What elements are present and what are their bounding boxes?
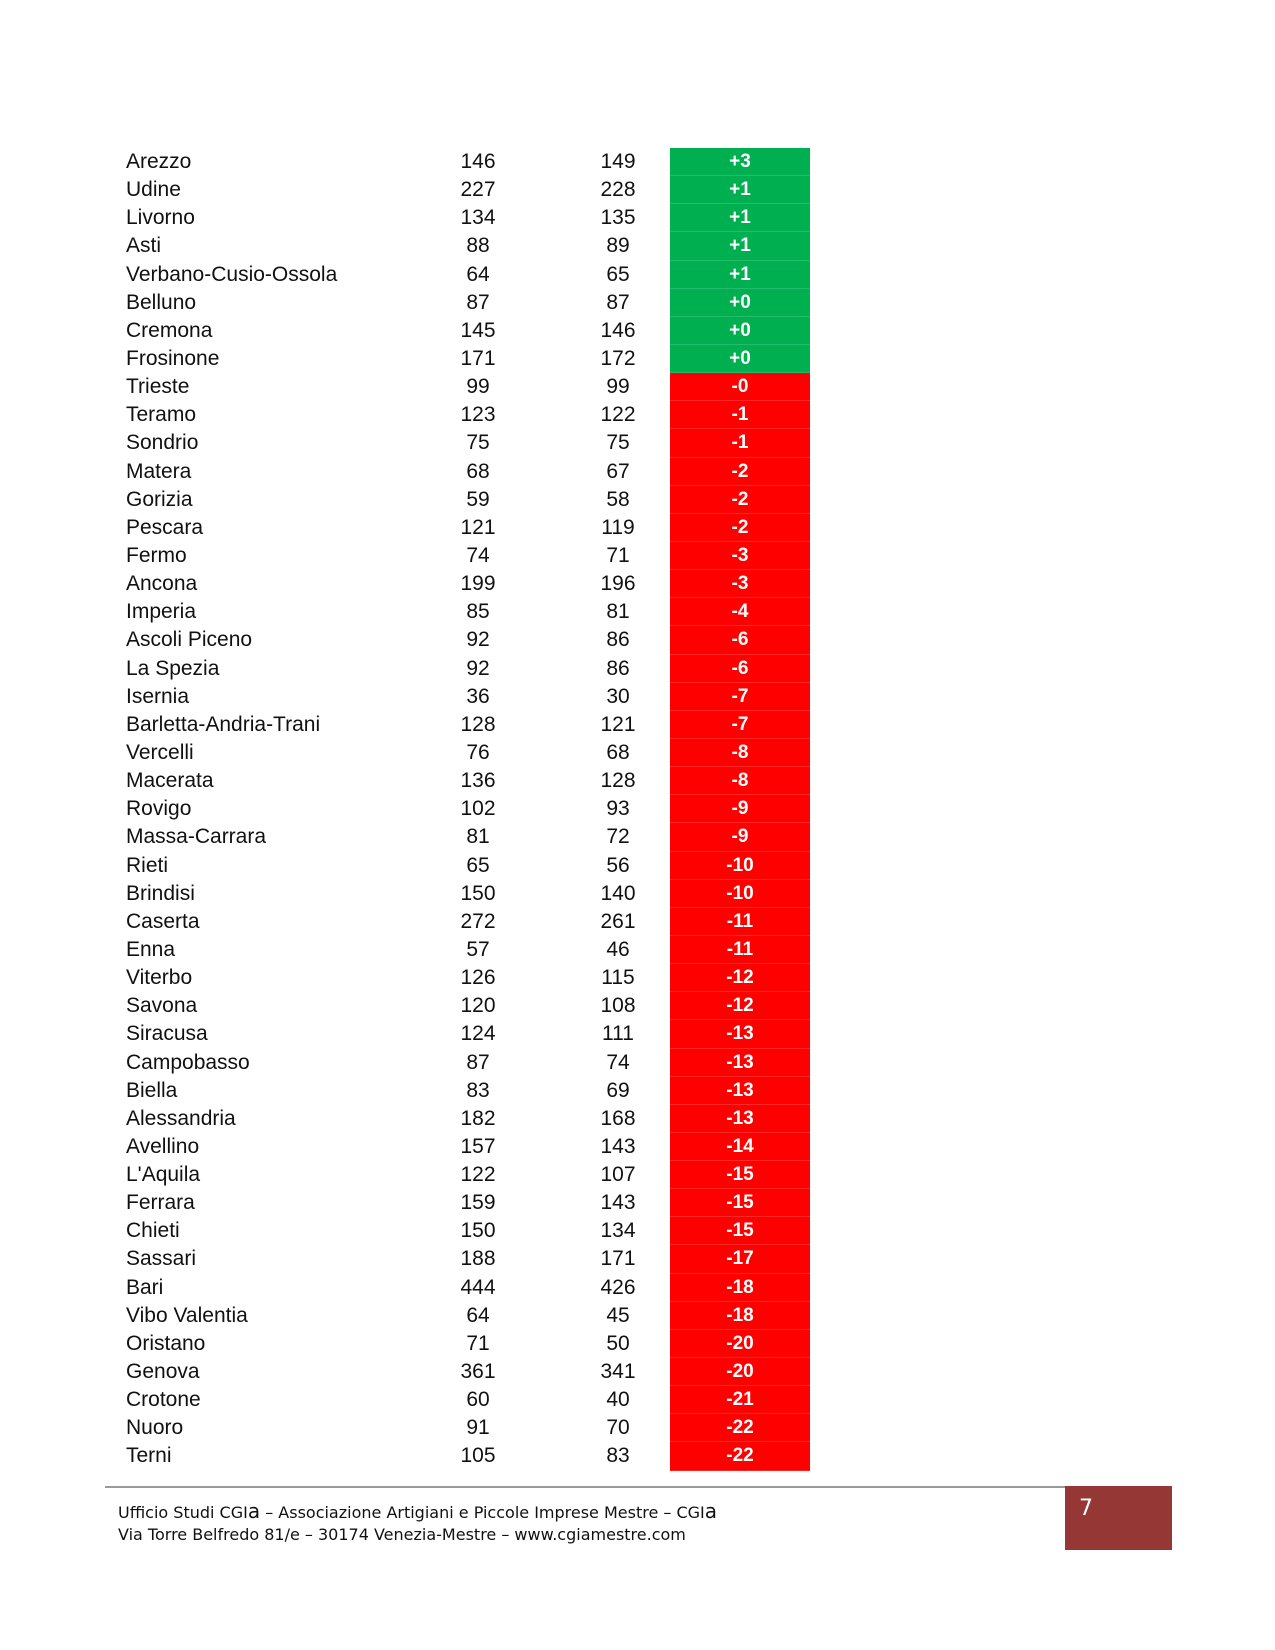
table-row <box>118 486 818 514</box>
difference-cell: -12 <box>670 992 810 1020</box>
table-row <box>118 1217 818 1245</box>
difference-cell: -15 <box>670 1217 810 1245</box>
province-name: Belluno <box>126 290 197 314</box>
value-second: 83 <box>606 1444 630 1468</box>
difference-cell: -15 <box>670 1161 810 1189</box>
table-row <box>118 429 818 457</box>
value-second: 426 <box>600 1275 636 1299</box>
value-second: 99 <box>606 375 630 399</box>
value-first: 36 <box>466 684 490 708</box>
province-name: Isernia <box>126 684 190 708</box>
value-first: 59 <box>466 487 490 511</box>
value-second: 86 <box>606 656 630 680</box>
province-name: Cremona <box>126 318 213 342</box>
value-second: 68 <box>606 740 630 764</box>
difference-cell: -18 <box>670 1302 810 1330</box>
province-name: Nuoro <box>126 1416 184 1440</box>
table-row <box>118 880 818 908</box>
province-name: Ascoli Piceno <box>126 628 253 652</box>
province-name: Vibo Valentia <box>126 1303 248 1327</box>
value-second: 149 <box>600 150 636 173</box>
table-row <box>118 373 818 401</box>
value-second: 71 <box>606 543 630 567</box>
table-row <box>118 1105 818 1133</box>
value-second: 30 <box>606 684 630 708</box>
value-first: 99 <box>466 375 490 399</box>
value-second: 143 <box>600 1191 636 1215</box>
table-row <box>118 683 818 711</box>
value-second: 140 <box>600 881 636 905</box>
province-name: Asti <box>126 234 162 258</box>
value-second: 70 <box>606 1416 630 1440</box>
footer-brand-letter: a <box>247 1499 261 1523</box>
value-second: 46 <box>606 937 630 961</box>
table-row <box>118 795 818 823</box>
difference-cell: -2 <box>670 486 810 514</box>
difference-cell: -13 <box>670 1105 810 1133</box>
difference-cell: -22 <box>670 1442 810 1470</box>
value-first: 83 <box>466 1078 490 1102</box>
table-row <box>118 148 818 176</box>
value-second: 69 <box>606 1078 630 1102</box>
difference-cell: -1 <box>670 401 810 429</box>
value-second: 45 <box>606 1303 630 1327</box>
value-second: 115 <box>601 966 635 990</box>
difference-cell: -11 <box>670 936 810 964</box>
table-row <box>118 514 818 542</box>
difference-cell: -17 <box>670 1245 810 1273</box>
page-number: 7 <box>1079 1496 1093 1521</box>
value-first: 150 <box>460 1219 496 1243</box>
value-first: 65 <box>466 853 490 877</box>
difference-cell: -11 <box>670 908 810 936</box>
value-second: 111 <box>602 1022 634 1046</box>
difference-cell: +3 <box>670 148 810 176</box>
value-first: 136 <box>460 769 496 793</box>
footer-line-1 <box>118 1500 717 1524</box>
value-second: 50 <box>606 1331 630 1355</box>
value-second: 86 <box>606 628 630 652</box>
province-name: Avellino <box>126 1134 200 1158</box>
value-first: 92 <box>466 628 490 652</box>
value-second: 89 <box>606 234 630 258</box>
value-first: 146 <box>460 150 496 173</box>
province-name: Savona <box>126 994 198 1018</box>
value-first: 68 <box>466 459 490 483</box>
province-name: Imperia <box>126 600 197 624</box>
difference-cell: -8 <box>670 767 810 795</box>
difference-cell: +0 <box>670 289 810 317</box>
province-name: Massa-Carrara <box>126 825 267 849</box>
difference-cell: -18 <box>670 1274 810 1302</box>
table-row <box>118 289 818 317</box>
province-name: Terni <box>126 1444 172 1468</box>
footer-line-2: Via Torre Belfredo 81/e – 30174 Venezia-Mestre – www.cgiamestre.com <box>118 1525 686 1544</box>
value-first: 64 <box>466 262 490 286</box>
province-name: Macerata <box>126 769 214 793</box>
province-name: L'Aquila <box>126 1163 201 1187</box>
difference-cell: -4 <box>670 598 810 626</box>
value-first: 87 <box>466 1050 490 1074</box>
value-first: 444 <box>460 1275 496 1299</box>
value-first: 157 <box>460 1134 496 1158</box>
table-row <box>118 1020 818 1048</box>
province-name: Matera <box>126 459 192 483</box>
table-row <box>118 1245 818 1273</box>
province-name: Verbano-Cusio-Ossola <box>126 262 338 286</box>
difference-cell: -15 <box>670 1189 810 1217</box>
province-name: Gorizia <box>126 487 193 511</box>
value-second: 108 <box>600 994 636 1018</box>
province-name: Caserta <box>126 909 200 933</box>
province-name: Siracusa <box>126 1022 208 1046</box>
difference-cell: -3 <box>670 542 810 570</box>
province-name: La Spezia <box>126 656 220 680</box>
table-row <box>118 936 818 964</box>
province-name: Bari <box>126 1275 164 1299</box>
footer-association: – Associazione Artigiani e Piccole Imprese Mestre – CGI <box>260 1503 705 1522</box>
difference-cell: -1 <box>670 429 810 457</box>
province-name: Frosinone <box>126 346 220 370</box>
value-second: 341 <box>600 1360 636 1384</box>
difference-cell: -13 <box>670 1077 810 1105</box>
table-row <box>118 626 818 654</box>
table-row <box>118 1302 818 1330</box>
province-name: Vercelli <box>126 740 194 764</box>
value-first: 74 <box>466 543 490 567</box>
difference-cell: +0 <box>670 317 810 345</box>
value-second: 261 <box>600 909 636 933</box>
value-first: 128 <box>460 712 496 736</box>
difference-cell: -12 <box>670 964 810 992</box>
table-row <box>118 1414 818 1442</box>
difference-cell: -6 <box>670 626 810 654</box>
difference-cell: +1 <box>670 261 810 289</box>
value-second: 168 <box>600 1106 636 1130</box>
value-second: 143 <box>600 1134 636 1158</box>
province-name: Chieti <box>126 1219 180 1243</box>
value-second: 134 <box>600 1219 636 1243</box>
province-name: Sondrio <box>126 431 199 455</box>
province-name: Arezzo <box>126 150 192 173</box>
value-first: 199 <box>460 572 496 596</box>
table-row <box>118 204 818 232</box>
value-first: 60 <box>466 1388 490 1412</box>
table-row <box>118 711 818 739</box>
difference-cell: -8 <box>670 739 810 767</box>
value-second: 119 <box>601 515 635 539</box>
province-name: Brindisi <box>126 881 195 905</box>
difference-cell: -10 <box>670 880 810 908</box>
difference-cell: -3 <box>670 570 810 598</box>
value-second: 56 <box>606 853 630 877</box>
value-first: 105 <box>460 1444 496 1468</box>
value-first: 126 <box>460 966 496 990</box>
value-first: 159 <box>460 1191 496 1215</box>
footer-brand-letter-2: a <box>704 1499 718 1523</box>
difference-cell: -20 <box>670 1330 810 1358</box>
province-name: Campobasso <box>126 1050 250 1074</box>
value-first: 87 <box>466 290 490 314</box>
data-table <box>118 148 818 1471</box>
value-second: 65 <box>606 262 630 286</box>
table-row <box>118 1189 818 1217</box>
province-name: Livorno <box>126 206 195 230</box>
difference-cell: -20 <box>670 1358 810 1386</box>
table-row <box>118 261 818 289</box>
difference-cell: -9 <box>670 823 810 851</box>
value-first: 76 <box>466 740 490 764</box>
table-row <box>118 767 818 795</box>
province-name: Teramo <box>126 403 197 427</box>
value-first: 91 <box>466 1416 490 1440</box>
province-name: Oristano <box>126 1331 206 1355</box>
table-row <box>118 908 818 936</box>
value-first: 227 <box>460 178 496 202</box>
difference-cell: -14 <box>670 1133 810 1161</box>
table-row <box>118 542 818 570</box>
value-second: 171 <box>600 1247 636 1271</box>
value-first: 75 <box>466 431 490 455</box>
difference-cell: +0 <box>670 345 810 373</box>
table-row <box>118 1330 818 1358</box>
value-first: 57 <box>466 937 490 961</box>
province-name: Udine <box>126 178 181 202</box>
difference-cell: -10 <box>670 852 810 880</box>
table-row <box>118 1077 818 1105</box>
footer-office: Ufficio Studi CGI <box>118 1503 248 1522</box>
table-row <box>118 598 818 626</box>
province-name: Trieste <box>126 375 190 399</box>
value-second: 72 <box>606 825 630 849</box>
value-second: 40 <box>606 1388 630 1412</box>
value-first: 150 <box>460 881 496 905</box>
province-name: Enna <box>126 937 176 961</box>
value-first: 361 <box>460 1360 496 1384</box>
table-row <box>118 655 818 683</box>
table-row <box>118 964 818 992</box>
province-name: Viterbo <box>126 966 193 990</box>
value-first: 188 <box>460 1247 496 1271</box>
value-second: 146 <box>600 318 636 342</box>
province-name: Sassari <box>126 1247 197 1271</box>
value-second: 58 <box>606 487 630 511</box>
province-name: Rovigo <box>126 797 192 821</box>
value-second: 107 <box>600 1163 636 1187</box>
value-first: 88 <box>466 234 490 258</box>
province-name: Barletta-Andria-Trani <box>126 712 321 736</box>
difference-cell: -6 <box>670 655 810 683</box>
value-first: 120 <box>460 994 496 1018</box>
difference-cell: -2 <box>670 458 810 486</box>
province-name: Rieti <box>126 853 169 877</box>
difference-cell: -13 <box>670 1020 810 1048</box>
value-first: 124 <box>460 1022 496 1046</box>
value-second: 87 <box>606 290 630 314</box>
value-second: 74 <box>606 1050 630 1074</box>
province-name: Genova <box>126 1360 200 1384</box>
difference-cell: -9 <box>670 795 810 823</box>
table-row <box>118 1442 818 1470</box>
value-first: 272 <box>460 909 496 933</box>
footer-divider <box>105 1486 1065 1488</box>
page-number-box <box>1065 1486 1172 1550</box>
table-row <box>118 458 818 486</box>
province-name: Ancona <box>126 572 198 596</box>
footer <box>118 1500 717 1546</box>
table-row <box>118 317 818 345</box>
table-row <box>118 1274 818 1302</box>
table-row <box>118 232 818 260</box>
value-second: 135 <box>600 206 636 230</box>
table-row <box>118 1049 818 1077</box>
value-first: 182 <box>460 1106 496 1130</box>
value-second: 67 <box>606 459 630 483</box>
table-row <box>118 570 818 598</box>
value-first: 171 <box>460 346 496 370</box>
value-second: 75 <box>606 431 630 455</box>
table-row <box>118 1161 818 1189</box>
value-second: 93 <box>606 797 630 821</box>
difference-cell: -7 <box>670 683 810 711</box>
table-row <box>118 1358 818 1386</box>
table-row <box>118 345 818 373</box>
province-name: Fermo <box>126 543 187 567</box>
value-first: 121 <box>460 515 496 539</box>
difference-cell: -7 <box>670 711 810 739</box>
difference-cell: +1 <box>670 232 810 260</box>
value-first: 92 <box>466 656 490 680</box>
difference-cell: -21 <box>670 1386 810 1414</box>
province-name: Crotone <box>126 1388 201 1412</box>
province-name: Biella <box>126 1078 178 1102</box>
value-first: 123 <box>460 403 496 427</box>
value-first: 122 <box>460 1163 496 1187</box>
difference-cell: +1 <box>670 204 810 232</box>
value-first: 81 <box>466 825 490 849</box>
province-name: Pescara <box>126 515 204 539</box>
value-second: 121 <box>600 712 636 736</box>
value-second: 81 <box>606 600 630 624</box>
value-first: 71 <box>466 1331 490 1355</box>
value-second: 122 <box>600 403 636 427</box>
table-row <box>118 1133 818 1161</box>
table-row <box>118 176 818 204</box>
difference-cell: -2 <box>670 514 810 542</box>
difference-cell: +1 <box>670 176 810 204</box>
difference-cell: -22 <box>670 1414 810 1442</box>
value-second: 128 <box>600 769 636 793</box>
table-row <box>118 401 818 429</box>
value-first: 85 <box>466 600 490 624</box>
value-second: 228 <box>600 178 636 202</box>
value-first: 145 <box>460 318 496 342</box>
value-second: 196 <box>600 572 636 596</box>
table-row <box>118 1386 818 1414</box>
difference-cell: -0 <box>670 373 810 401</box>
difference-cell: -13 <box>670 1049 810 1077</box>
value-first: 134 <box>460 206 496 230</box>
table-row <box>118 739 818 767</box>
province-name: Alessandria <box>126 1106 236 1130</box>
province-name: Ferrara <box>126 1191 195 1215</box>
value-second: 172 <box>600 346 636 370</box>
table-row <box>118 992 818 1020</box>
table-row <box>118 852 818 880</box>
value-first: 64 <box>466 1303 490 1327</box>
value-first: 102 <box>460 797 496 821</box>
table-row <box>118 823 818 851</box>
